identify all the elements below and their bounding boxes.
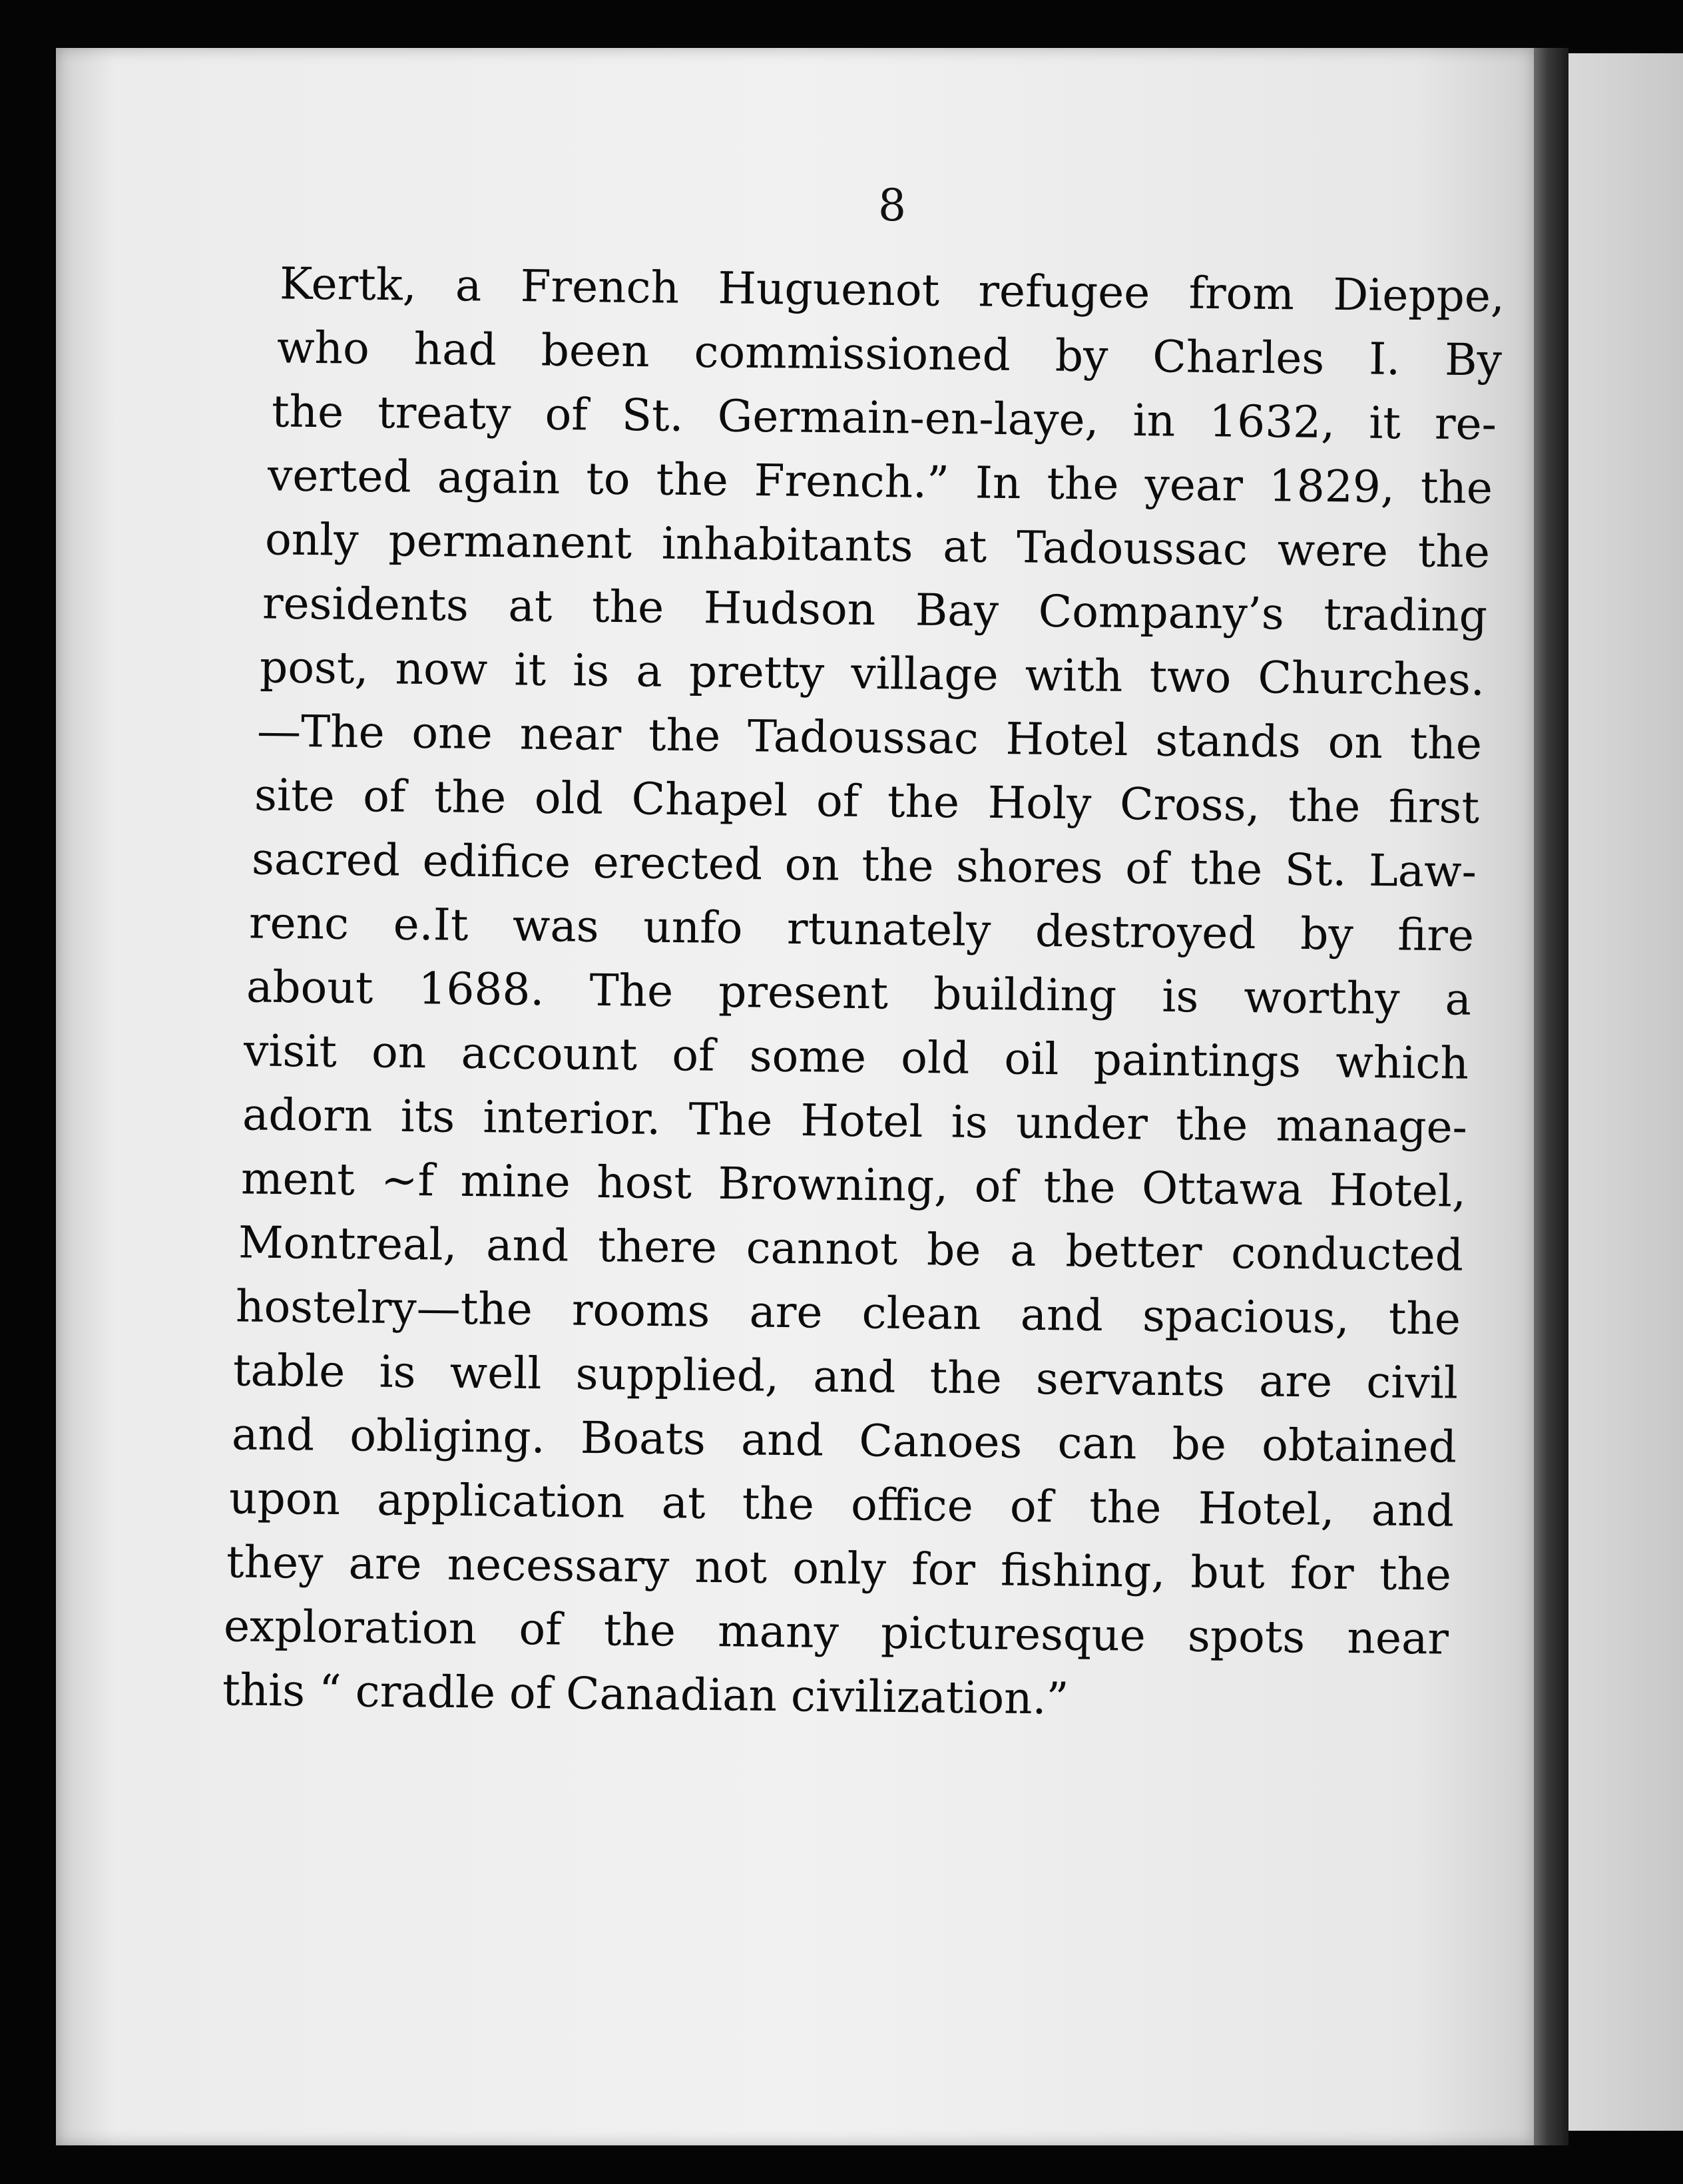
text-line: and obliging. Boats and Canoes can be obtained — [231, 1408, 1457, 1473]
text-line: —The one near the Tadoussac Hotel stands on the — [256, 705, 1483, 770]
text-line: verted again to the French.” In the year 1829, the — [267, 449, 1493, 514]
text-line: who had been commissioned by Charles I. By — [276, 322, 1503, 386]
text-line: the treaty of St. Germain-en-laye, in 1632, it re- — [271, 386, 1497, 450]
text-line: hostelry—the rooms are clean and spacious, the — [235, 1280, 1461, 1345]
text-line: this “ cradle of Canadian civilization.” — [222, 1664, 1069, 1725]
facing-page — [1568, 53, 1683, 2131]
text-line: ment ~f mine host Browning, of the Ottawa Hotel, — [240, 1153, 1467, 1217]
text-line: they are necessary not only for fishing, but for the — [226, 1536, 1452, 1601]
page-gutter-edge — [1534, 48, 1568, 2145]
text-line: exploration of the many picturesque spots near — [223, 1600, 1449, 1665]
text-line: upon application at the office of the Hotel, and — [228, 1472, 1455, 1537]
text-line: Montreal, and there cannot be a better conducted — [238, 1217, 1464, 1281]
body-text — [222, 258, 1505, 1729]
page-number: 8 — [878, 180, 906, 231]
text-line: about 1688. The present building is worthy a — [246, 961, 1472, 1025]
text-line: adorn its interior. The Hotel is under the manage- — [242, 1089, 1468, 1153]
text-line: visit on account of some old oil paintings which — [243, 1025, 1469, 1089]
text-line: table is well supplied, and the servants are civil — [232, 1344, 1459, 1409]
text-line: Kertk, a French Huguenot refugee from Dieppe, — [279, 258, 1505, 322]
text-line: only permanent inhabitants at Tadoussac were the — [264, 513, 1491, 578]
text-line: residents at the Hudson Bay Company’s trading — [262, 577, 1488, 642]
text-line: post, now it is a pretty village with two Churches. — [259, 641, 1485, 706]
text-line: renc e.It was unfo rtunately destroyed by fire — [248, 897, 1475, 961]
text-line: sacred edifice erected on the shores of the St. Law- — [251, 833, 1477, 898]
text-line: site of the old Chapel of the Holy Cross, the first — [254, 769, 1480, 834]
